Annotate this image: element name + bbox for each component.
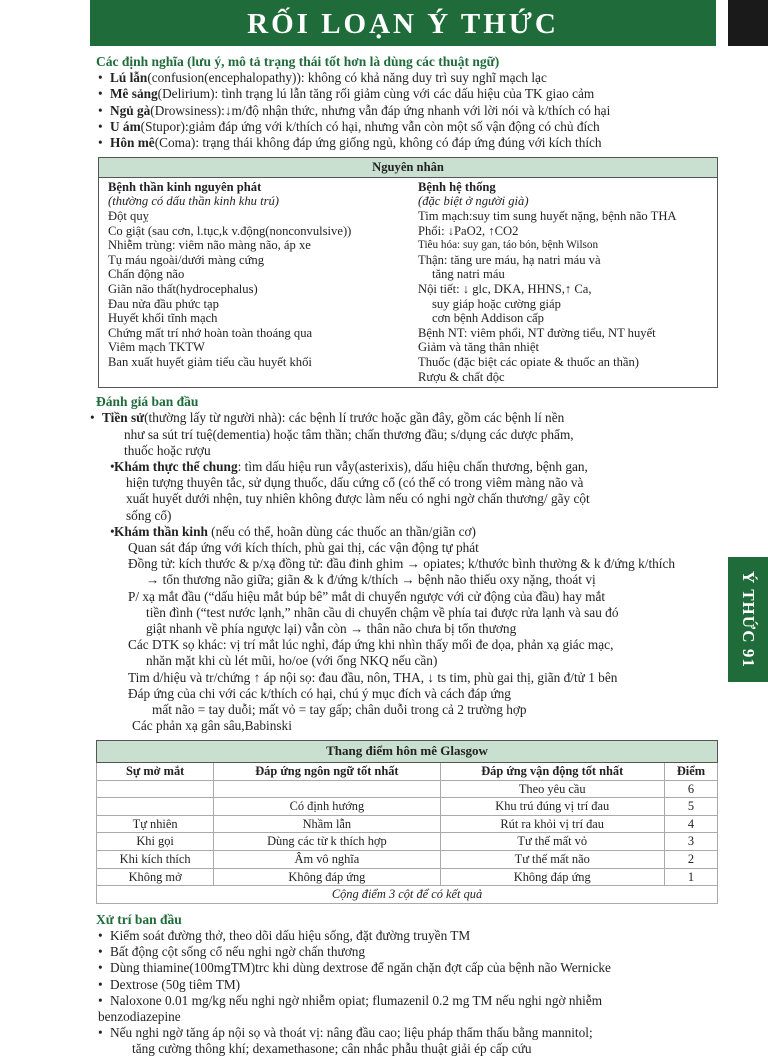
definition-item: • Ngủ gà(Drowsiness):↓m/độ nhận thức, nhưng vẫn đáp ứng nhanh với lời nói và k/thích có hại: [96, 103, 722, 119]
page-title: RỐI LOẠN Ý THỨC: [90, 0, 716, 46]
treatment-item: tăng cường thông khí; dexamethasone; cân nhắc phẫu thuật giải ép cấp cứu: [132, 1041, 532, 1057]
glasgow-cell: Có định hướng: [214, 798, 440, 816]
systemic-cause-item: Tiêu hóa: suy gan, táo bón, bệnh Wilson: [418, 239, 599, 252]
glasgow-header: Sự mở mắt: [97, 762, 214, 780]
treatment-item: • Dextrose (50g tiêm TM): [96, 977, 722, 993]
neuro-exam-line: Các phản xạ gân sâu,Babinski: [132, 718, 292, 734]
glasgow-row: [97, 815, 718, 833]
neuro-exam-line: → tổn thương não giữa; giãn & k đ/ứng k/thích → bệnh não thiếu oxy nặng, thoát vị: [146, 572, 596, 588]
neuro-exam-text: (nếu có thể, hoãn dùng các thuốc an thần/giãn cơ): [207, 523, 476, 539]
systemic-causes-column: [416, 180, 717, 384]
neuro-exam-line: Tim d/hiệu và tr/chứng ↑ áp nội sọ: đau đầu, nôn, THA, ↓ ts tim, phù gai thị, giãn đ/tử 1 bên: [128, 669, 618, 685]
glasgow-cell: [214, 780, 440, 798]
neuro-cause-item: Tụ máu ngoài/dưới màng cứng: [108, 252, 265, 267]
page-content: [90, 52, 722, 1058]
neuro-cause-item: Đột quỵ: [108, 209, 149, 223]
systemic-cause-item: cơn bệnh Addison cấp: [432, 311, 544, 326]
treatment-item: benzodiazepine: [98, 1008, 181, 1024]
glasgow-row: [97, 833, 718, 851]
neuro-exam-item: [96, 524, 722, 540]
exam-line: hiện tượng thuyên tắc, sử dụng thuốc, dấu cứng cổ (có thể có trong viêm màng não và: [126, 475, 584, 491]
exam-label: Khám thực thể chung: [114, 458, 238, 474]
glasgow-cell: Tư thế mất não: [440, 850, 664, 868]
systemic-cause-item: Giảm và tăng thân nhiệt: [418, 340, 540, 355]
neuro-causes-column: [99, 180, 416, 384]
neuro-causes-heading: Bệnh thần kinh nguyên phát: [108, 179, 262, 194]
glasgow-row: [97, 780, 718, 798]
treatment-item: • Bất động cột sống cổ nếu nghi ngờ chấn thương: [96, 944, 722, 960]
history-text: (thường lấy từ người nhà): các bệnh lí trước hoặc gần đây, gồm các bệnh lí nền: [144, 410, 565, 426]
systemic-causes-heading: Bệnh hệ thống: [418, 179, 496, 194]
definition-item: • Hôn mê(Coma): trạng thái không đáp ứng giống ngủ, không có đáp ứng đúng với kích thích: [96, 135, 722, 151]
systemic-cause-item: Thuốc (đặc biệt các opiate & thuốc an thần): [418, 354, 639, 369]
glasgow-cell: 5: [664, 798, 717, 816]
definition-item: • Mê sảng(Delirium): tình trạng lú lẫn tăng rối giảm cùng với các dấu hiệu của TK giao cảm: [96, 86, 722, 102]
treatment-heading: Xử trí ban đầu: [96, 911, 182, 927]
systemic-cause-item: Nội tiết: ↓ glc, DKA, HHNS,↑ Ca,: [418, 281, 592, 296]
treatment-item: • Naloxone 0.01 mg/kg nếu nghi ngờ nhiễm opiat; flumazenil 0.2 mg TM nếu nghi ngờ nhiễm: [96, 993, 722, 1009]
glasgow-header: Đáp ứng vận động tốt nhất: [440, 762, 664, 780]
glasgow-row: [97, 868, 718, 886]
neuro-exam-label: Khám thần kinh: [114, 523, 208, 539]
systemic-causes-subheading: (đặc biệt ở người già): [418, 194, 529, 209]
history-label: Tiền sử: [102, 410, 145, 426]
glasgow-cell: Nhầm lẫn: [214, 815, 440, 833]
causes-title: Nguyên nhân: [99, 158, 717, 178]
glasgow-title: Thang điểm hôn mê Glasgow: [97, 741, 718, 763]
glasgow-cell: 6: [664, 780, 717, 798]
glasgow-header: Đáp ứng ngôn ngữ tốt nhất: [214, 762, 440, 780]
exam-text: : tìm dấu hiệu run vẫy(asterixis), dấu hiệu chấn thương, bệnh gan,: [237, 458, 588, 474]
glasgow-cell: Tư thế mất vỏ: [440, 833, 664, 851]
glasgow-cell: Không đáp ứng: [214, 868, 440, 886]
neuro-cause-item: Ban xuất huyết giảm tiểu cầu huyết khối: [108, 354, 312, 369]
glasgow-table: [96, 740, 718, 903]
neuro-cause-item: Viêm mạch TKTW: [108, 340, 205, 355]
glasgow-cell: Âm vô nghĩa: [214, 850, 440, 868]
glasgow-footer: Cộng điểm 3 cột để có kết quả: [97, 886, 718, 904]
neuro-exam-line: P/ xạ mắt đầu (“dấu hiệu mắt búp bê” mắt di chuyển ngược với cử động của đầu) hay mắt: [128, 588, 606, 604]
history-line: thuốc hoặc rượu: [124, 442, 211, 458]
glasgow-row: [97, 798, 718, 816]
neuro-exam-line: nhăn mặt khi cù lét mũi, ho/oe (với ống NKQ nếu cần): [146, 653, 438, 669]
assessment-heading: Đánh giá ban đầu: [96, 394, 199, 410]
neuro-exam-line: tiền đình (“test nước lạnh,” nhãn cầu di chuyển chậm về phía tai được rửa lạnh và sau đó: [146, 604, 619, 620]
glasgow-cell: Không đáp ứng: [440, 868, 664, 886]
neuro-cause-item: Chứng mất trí nhớ hoàn toàn thoáng qua: [108, 325, 313, 340]
definitions-list: [96, 70, 722, 151]
neuro-causes-subheading: (thường có dấu thần kinh khu trú): [108, 194, 279, 209]
glasgow-cell: 2: [664, 850, 717, 868]
systemic-cause-item: tăng natri máu: [432, 267, 505, 282]
exam-line: xuất huyết dưới nhện, tuy nhiên không được làm nếu có nghi ngờ chấn thương/ gãy cột: [126, 491, 590, 507]
glasgow-cell: Không mở: [97, 868, 214, 886]
glasgow-cell: 3: [664, 833, 717, 851]
exam-line: sống cổ): [126, 507, 172, 523]
neuro-cause-item: Nhiễm trùng: viêm não màng não, áp xe: [108, 238, 311, 253]
glasgow-cell: Dùng các từ k thích hợp: [214, 833, 440, 851]
glasgow-cell: 4: [664, 815, 717, 833]
treatment-item: • Dùng thiamine(100mgTM)trc khi dùng dextrose để ngăn chặn đợt cấp của bệnh não Wernicke: [96, 960, 722, 976]
history-line: như sa sút trí tuệ(dementia) hoặc tâm thần; chấn thương đầu; s/dụng các dược phẩm,: [124, 426, 574, 442]
glasgow-cell: Tự nhiên: [97, 815, 214, 833]
glasgow-cell: [97, 780, 214, 798]
glasgow-cell: Khi kích thích: [97, 850, 214, 868]
glasgow-cell: Rút ra khỏi vị trí đau: [440, 815, 664, 833]
neuro-exam-line: giật nhanh về phía ngược lại) vẫn còn → thân não chưa bị tổn thương: [146, 620, 517, 636]
systemic-cause-item: Phổi: ↓PaO2, ↑CO2: [418, 223, 519, 238]
glasgow-cell: Khi gọi: [97, 833, 214, 851]
page-corner-tab: [728, 0, 768, 46]
systemic-cause-item: suy giáp hoặc cường giáp: [432, 296, 561, 311]
history-item: • Tiền sử(thường lấy từ người nhà): các bệnh lí trước hoặc gần đây, gồm các bệnh lí nền như sa sút trí tuệ(dementia) hoặc tâm thần; chấn thương đầu; s/dụng các dược phẩm, thuốc hoặc rượu: [88, 410, 722, 459]
neuro-cause-item: Đau nửa đầu phức tạp: [108, 296, 219, 311]
neuro-exam-line: Quan sát đáp ứng với kích thích, phù gai thị, các vận động tự phát: [128, 539, 479, 555]
glasgow-cell: [97, 798, 214, 816]
neuro-cause-item: Chấn động não: [108, 267, 185, 282]
neuro-exam-line: Đáp ứng của chi với các k/thích có hại, chú ý mục đích và cách đáp ứng: [128, 685, 511, 701]
exam-item: [96, 459, 722, 524]
treatment-list: [96, 928, 722, 1058]
neuro-exam-lines: [96, 540, 722, 734]
causes-box: [98, 157, 718, 388]
neuro-cause-item: Co giật (sau cơn, l.tục,k v.động(nonconvulsive)): [108, 223, 352, 238]
neuro-cause-item: Giãn não thất(hydrocephalus): [108, 281, 258, 296]
systemic-cause-item: Thận: tăng ure máu, hạ natri máu và: [418, 252, 601, 267]
definition-item: • U ám(Stupor):giảm đáp ứng với k/thích có hại, nhưng vẫn còn một số vận động có chủ đích: [96, 119, 722, 135]
chapter-side-tab: Ý THỨC 91: [728, 557, 768, 682]
neuro-exam-line: Đồng tử: kích thước & p/xạ đồng tử: đầu đinh ghim → opiates; k/thước bình thường & k đ/ứng k/thích: [128, 556, 676, 572]
definitions-heading: Các định nghĩa (lưu ý, mô tả trạng thái tốt hơn là dùng các thuật ngữ): [96, 54, 500, 69]
systemic-cause-item: Tim mạch:suy tim sung huyết nặng, bệnh não THA: [418, 209, 677, 223]
glasgow-cell: Khu trú đúng vị trí đau: [440, 798, 664, 816]
neuro-exam-line: Các DTK sọ khác: vị trí mắt lúc nghỉ, đáp ứng khi nhìn thấy mối đe dọa, phản xạ giác mạc,: [128, 637, 614, 653]
glasgow-row: [97, 850, 718, 868]
glasgow-header: Điểm: [664, 762, 717, 780]
neuro-cause-item: Huyết khối tĩnh mạch: [108, 311, 218, 326]
systemic-cause-item: Rượu & chất độc: [418, 369, 505, 384]
systemic-cause-item: Bệnh NT: viêm phổi, NT đường tiểu, NT huyết: [418, 325, 656, 340]
glasgow-cell: 1: [664, 868, 717, 886]
definition-item: • Lú lẫn(confusion(encephalopathy)): không có khả năng duy trì suy nghĩ mạch lạc: [96, 70, 722, 86]
treatment-item: • Kiểm soát đường thở, theo dõi dấu hiệu sống, đặt đường truyền TM: [96, 928, 722, 944]
neuro-exam-line: mất não = tay duỗi; mất vỏ = tay gấp; chân duỗi trong cả 2 trường hợp: [152, 701, 527, 717]
glasgow-cell: Theo yêu cầu: [440, 780, 664, 798]
treatment-item: • Nếu nghi ngờ tăng áp nội sọ và thoát vị: nâng đầu cao; liệu pháp thẩm thấu bằng mannitol;: [96, 1025, 722, 1041]
